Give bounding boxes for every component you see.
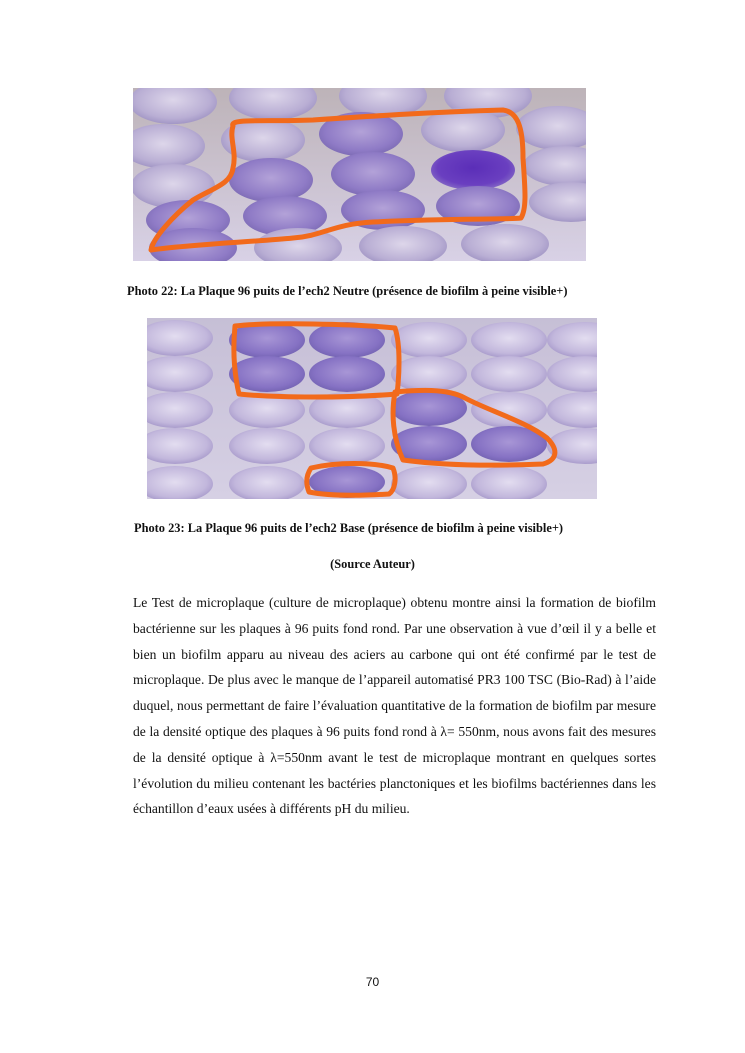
source-note: (Source Auteur) [330,557,415,571]
microplate-photo-23 [147,318,597,499]
figure-caption-23: Photo 23: La Plaque 96 puits de l’ech2 Base (présence de biofilm à peine visible+) [134,521,564,535]
figure-caption-22: Photo 22: La Plaque 96 puits de l’ech2 Neutre (présence de biofilm à peine visible+) [127,284,568,298]
figure-photo-22 [133,88,586,261]
page-number: 70 [365,975,380,989]
body-paragraph: Le Test de microplaque (culture de microplaque) obtenu montre ainsi la formation de biofilm bactérienne sur les plaques à 96 puits fond rond. Par une observation à vue d’œil il y a belle et bien un biofilm apparu au niveau des aciers au carbone qui ont été confirmé par le test de microplaque. De plus avec le manque de l’appareil automatisé PR3 100 TSC (Bio-Rad) à l’aide duquel, nous permettant de faire l’évaluation quantitative de la formation de biofilm par mesure de la densité optique des plaques à 96 puits fond rond à λ= 550nm, nous avons fait des mesures de la densité optique à λ=550nm avant le test de microplaque montrant en quelques sortes l’évolution du milieu contenant les bactéries planctoniques et les biofilms bactériennes dans les échantillon d’eaux usées à différents pH du milieu. [133,595,656,817]
figure-photo-23 [147,318,597,499]
microplate-photo-22 [133,88,586,261]
